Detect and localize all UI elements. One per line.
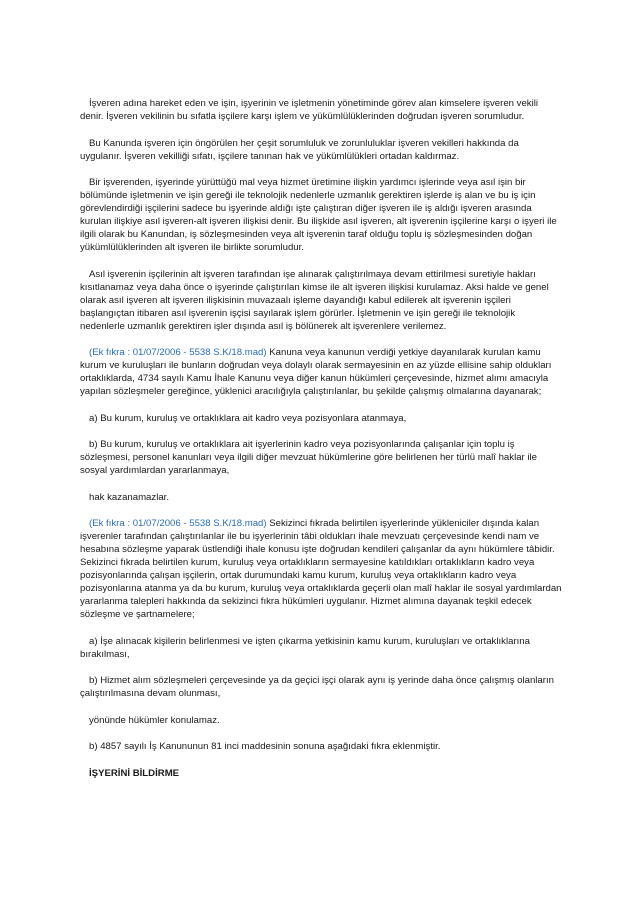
paragraph-text: hak kazanamazlar. [89,491,169,503]
paragraph [80,491,562,504]
paragraph-text: a) İşe alınacak kişilerin belirlenmesi ve işten çıkarma yetkisinin kamu kurum, kuruluşları ve ortaklıklarına bırakılması, [80,635,530,660]
paragraph-text: b) Hizmet alım sözleşmeleri çerçevesinde ya da geçici işçi olarak aynı iş yerinde daha önce çalışmış olanların çalıştırılmasına devam olunması, [80,675,554,699]
paragraph-text: Bu Kanunda işveren için öngörülen her çeşit sorumluluk ve zorunluluklar işveren vekilleri hakkında da uygulanır. İşveren vekilliği sıfatı, işçilere tanınan hak ve yükümlülükleri ortadan kaldırmaz. [80,137,519,162]
section-heading: İŞYERİNİ BİLDİRME [89,767,180,779]
paragraph-text: İşveren adına hareket eden ve işin, işyerinin ve işletmenin yönetiminde görev alan kimselere işveren vekili denir. İşveren vekilinin bu sıfatla işçilere karşı işlem ve yükümlülüklerinden doğrudan işveren sorumludur. [80,98,538,122]
paragraph [80,176,562,254]
amendment-reference: (Ek fıkra : 01/07/2006 - 5538 S.K/18.mad) [89,347,267,358]
paragraph [80,517,562,621]
list-item [80,438,562,477]
paragraph-text: b) Bu kurum, kuruluş ve ortaklıklara ait işyerlerinin kadro veya pozisyonlarında çalışanlar için toplu iş sözleşmesi, personel kanunları veya ilgili diğer mevzuat hükümlerine göre belirlenen her türlü malî haklar ile sosyal yardımlardan yararlanmaya, [80,439,537,476]
paragraph [80,268,562,333]
list-item [80,412,562,425]
paragraph-text: b) 4857 sayılı İş Kanununun 81 inci maddesinin sonuna aşağıdaki fıkra eklenmiştir. [89,741,441,752]
paragraph-text: Asıl işverenin işçilerinin alt işveren tarafından işe alınarak çalıştırılmaya devam ettirilmesi suretiyle hakları kısıtlanamaz veya daha önce o işyerinde çalıştırılan kimse ile alt işveren ilişkisi kurulamaz. Aksi halde ve genel olarak asıl işveren alt işveren ilişkisinin muvazaalı işleme dayandığı kabul edilerek alt işverenin işçileri başlangıçtan itibaren asıl işverenin işçisi sayılarak işlem görürler. İşletmenin ve işin gereği ile teknolojik nedenlerle uzmanlık gerektiren işler dışında asıl iş bölünerek alt işverenlere verilemez. [80,268,549,332]
paragraph-text: a) Bu kurum, kuruluş ve ortaklıklara ait kadro veya pozisyonlara atanmaya, [89,412,407,424]
document-body [80,97,562,780]
paragraph [80,714,562,727]
paragraph [80,346,562,398]
paragraph-text: Sekizinci fıkrada belirtilen işyerlerinde yükleniciler dışında kalan işverenler tarafından çalıştırılanlar ile bu işyerlerinin tâbi oldukları ihale mevzuatı çerçevesinde kendi nam ve hesabına sözleşme yaparak üstlendiği ihale konusu işte doğrudan kendileri çalışanlar da aynı hükümlere tâbidir. Sekizinci fıkrada belirtilen kurum, kuruluş veya ortaklıkların sermayesine katıldıkları ortaklıkların kadro veya pozisyonlarında çalışan işçilerin, ortak durumundaki kamu kurum, kuruluş veya ortaklıkların kadro veya pozisyonlarına atanma ya da bu kurum, kuruluş veya ortaklıklarda geçerli olan malî haklar ile sosyal yardımlardan yararlanma talepleri hakkında da sekizinci fıkra hükümleri uygulanır. Hizmet alımına dayanak teşkil edecek sözleşme ve şartnamelere; [80,518,562,620]
paragraph-text: Bir işverenden, işyerinde yürüttüğü mal veya hizmet üretimine ilişkin yardımcı işlerinde veya asıl işin bir bölümünde işletmenin ve işin gereği ile teknolojik nedenlerle uzmanlık gerektiren işlerde iş alan ve bu iş için görevlendirdiği işçilerini sadece bu işyerinde aldığı işte çalıştıran diğer işveren ile iş aldığı işveren arasında kurulan ilişkiye asıl işveren-alt işveren ilişkisi denir. Bu ilişkide asıl işveren, alt işverenin işçilerine karşı o işyeri ile ilgili olarak bu Kanundan, iş sözleşmesinden veya alt işverenin taraf olduğu toplu iş sözleşmesinden doğan yükümlülüklerinden alt işveren ile birlikte sorumludur. [80,177,557,253]
amendment-reference: (Ek fıkra : 01/07/2006 - 5538 S.K/18.mad) [89,518,267,529]
paragraph [80,137,562,163]
list-item [80,635,562,661]
list-item [80,674,562,700]
paragraph-text: Kanuna veya kanunun verdiği yetkiye dayanılarak kurulan kamu kurum ve kuruluşları ile bunların doğrudan veya dolaylı olarak sermayesinin en az yüzde ellisine sahip oldukları ortaklıklarda, 4734 sayılı Kamu İhale Kanunu veya diğer kanun hükümleri çerçevesinde, hizmet alımı amacıyla yapılan sözleşmeler gereğince, yüklenici aracılığıyla çalıştırılanlar, bu şekilde çalışmış olmalarına dayanarak; [80,347,552,397]
paragraph [80,97,562,123]
paragraph [80,740,562,753]
paragraph-text: yönünde hükümler konulamaz. [89,714,220,726]
